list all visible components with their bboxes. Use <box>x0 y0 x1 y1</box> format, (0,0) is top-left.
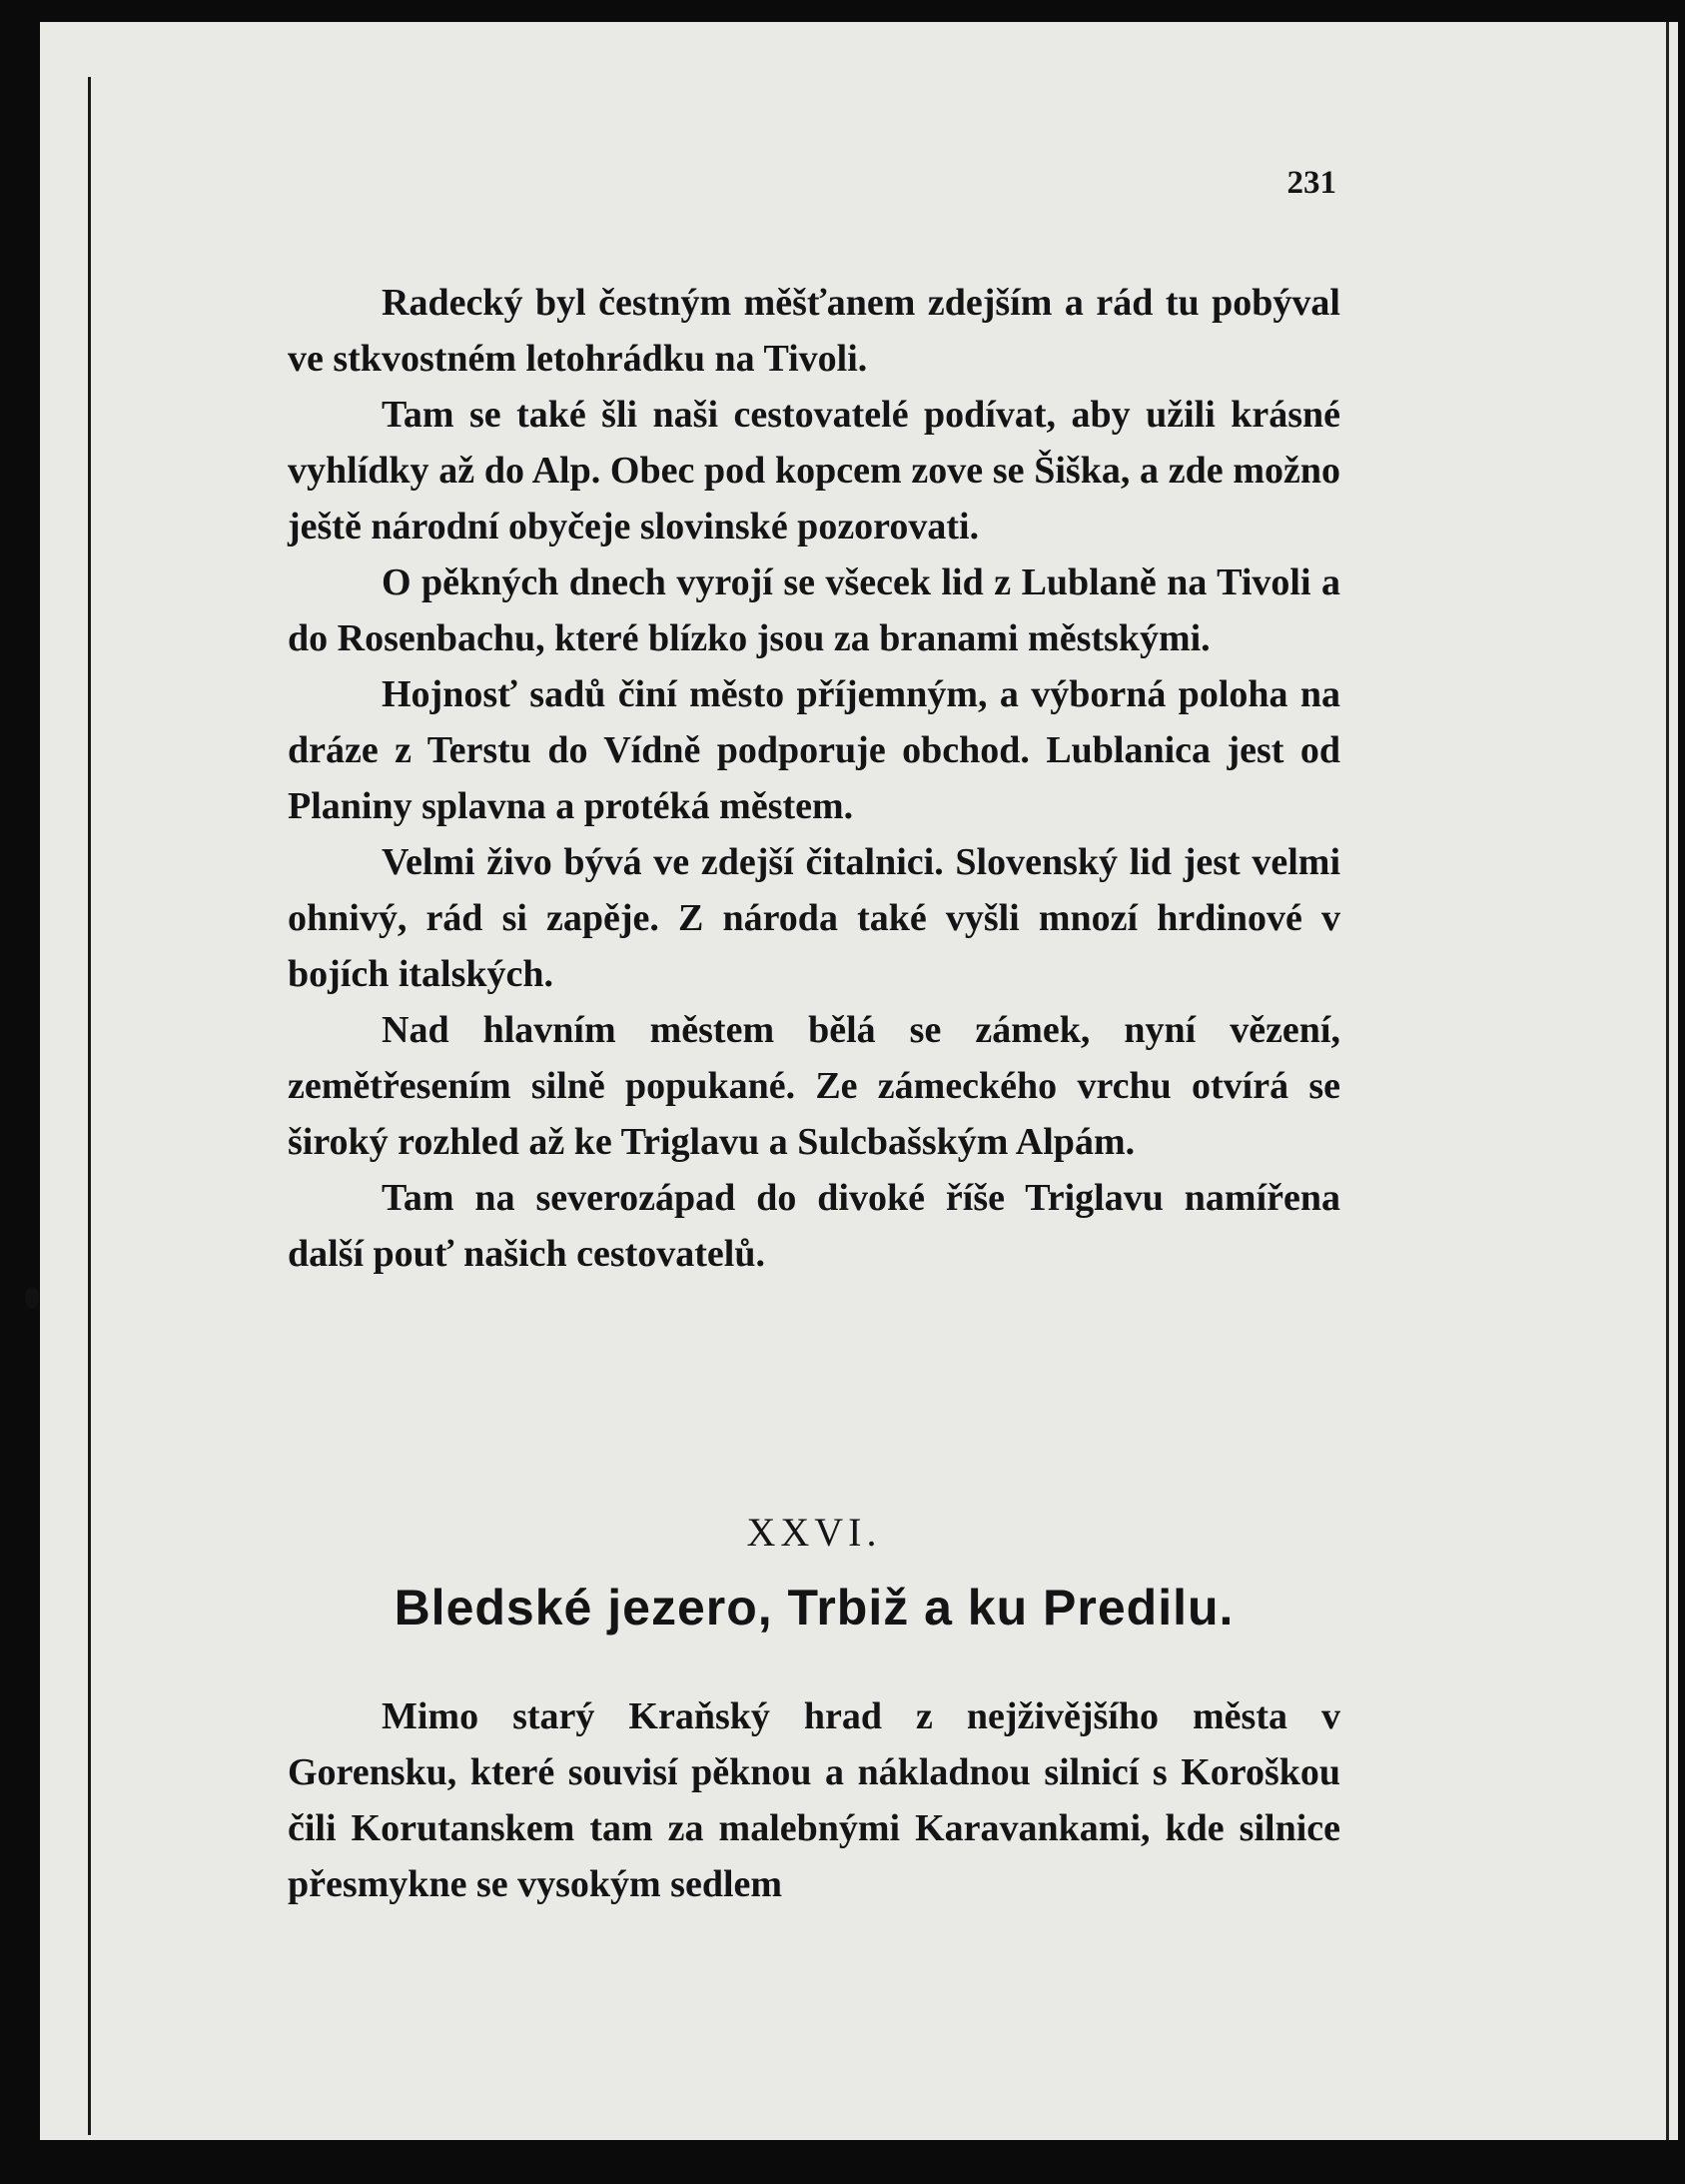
paragraph: O pěkných dnech vyrojí se všecek lid z Lublaně na Tivoli a do Rosenbachu, které blízko jsou za branami městskými. <box>288 561 1340 659</box>
chapter-title: Bledské jezero, Trbiž a ku Predilu. <box>394 1580 1235 1636</box>
paragraph: Tam se také šli naši cestovatelé podívat, aby užili krásné vyhlídky až do Alp. Obec pod kopcem zove se Šiška, a zde možno ještě národní obyčeje slovinské pozorovati. <box>288 394 1340 547</box>
chapter-number: XXVI. <box>746 1510 882 1555</box>
page-edge <box>1666 22 1669 2140</box>
paragraph: Nad hlavním městem bělá se zámek, nyní vězení, zemětřesením silně popukané. Ze zámeckého vrchu otvírá se široký rozhled až ke Triglavu a Sulcbašským Alpám. <box>288 1009 1340 1163</box>
page-number: 231 <box>1286 165 1336 201</box>
paragraph: Hojnosť sadů činí město příjemným, a výborná poloha na dráze z Terstu do Vídně podporuje obchod. Lublanica jest od Planiny splavna a protéká městem. <box>288 673 1340 827</box>
paragraph: Velmi živo bývá ve zdejší čitalnici. Slovenský lid jest velmi ohnivý, rád si zapěje. Z národa také vyšli mnozí hrdinové v bojích italských. <box>288 841 1340 995</box>
margin-mark <box>25 1287 39 1309</box>
body-text-bottom <box>288 1688 1340 1912</box>
gutter-line <box>88 77 91 2135</box>
paragraph: Mimo starý Kraňský hrad z nejživějšího města v Gorensku, které souvisí pěknou a nákladnou silnicí s Koroškou čili Korutanskem tam za malebnými Karavankami, kde silnice přesmykne se vysokým sedlem <box>288 1695 1340 1905</box>
paragraph: Tam na severozápad do divoké říše Triglavu namířena další pouť našich cestovatelů. <box>288 1177 1340 1275</box>
body-text-top <box>288 275 1340 1282</box>
paragraph: Radecký byl čestným měšťanem zdejším a rád tu pobýval ve stkvostném letohrádku na Tivoli. <box>288 282 1340 380</box>
